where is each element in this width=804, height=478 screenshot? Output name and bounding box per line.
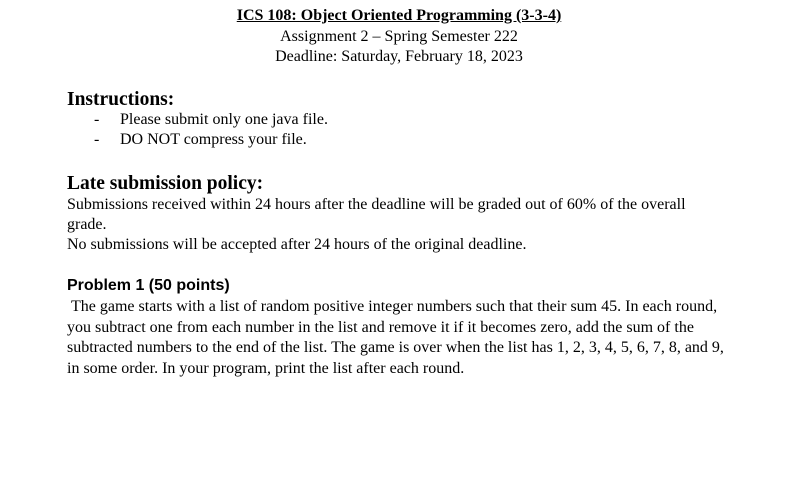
- late-policy-heading: Late submission policy:: [67, 173, 264, 194]
- course-title: ICS 108: Object Oriented Programming (3-3-4): [236, 7, 562, 24]
- document-header: [0, 6, 798, 68]
- late-policy-body: [67, 195, 727, 255]
- assignment-line: Assignment 2 – Spring Semester 222: [280, 27, 518, 45]
- instructions-list: [67, 110, 328, 150]
- late-policy-paragraph: Submissions received within 24 hours after the deadline will be graded out of 60% of the overall grade.: [67, 196, 686, 233]
- instruction-text: Please submit only one java file.: [120, 111, 328, 128]
- bullet-dash: -: [94, 131, 100, 148]
- problem-1-description: The game starts with a list of random positive integer numbers such that their sum 45. In each round, you subtract one from each number in the list and remove it if it becomes zero, add the sum of the subtracted numbers to the end of the list. The game is over when the list has 1, 2, 3, 4, 5, 6, 7, 8, and 9, in some order. In your program, print the list after each round.: [67, 298, 728, 377]
- deadline-line: Deadline: Saturday, February 18, 2023: [275, 48, 523, 65]
- bullet-dash: -: [94, 111, 100, 128]
- instructions-heading: Instructions:: [67, 89, 175, 110]
- instruction-item: [67, 130, 328, 150]
- problem-1-heading: Problem 1 (50 points): [67, 277, 230, 294]
- late-policy-paragraph: No submissions will be accepted after 24 hours of the original deadline.: [67, 236, 527, 253]
- instruction-text: DO NOT compress your file.: [120, 131, 307, 148]
- instruction-item: [67, 110, 328, 130]
